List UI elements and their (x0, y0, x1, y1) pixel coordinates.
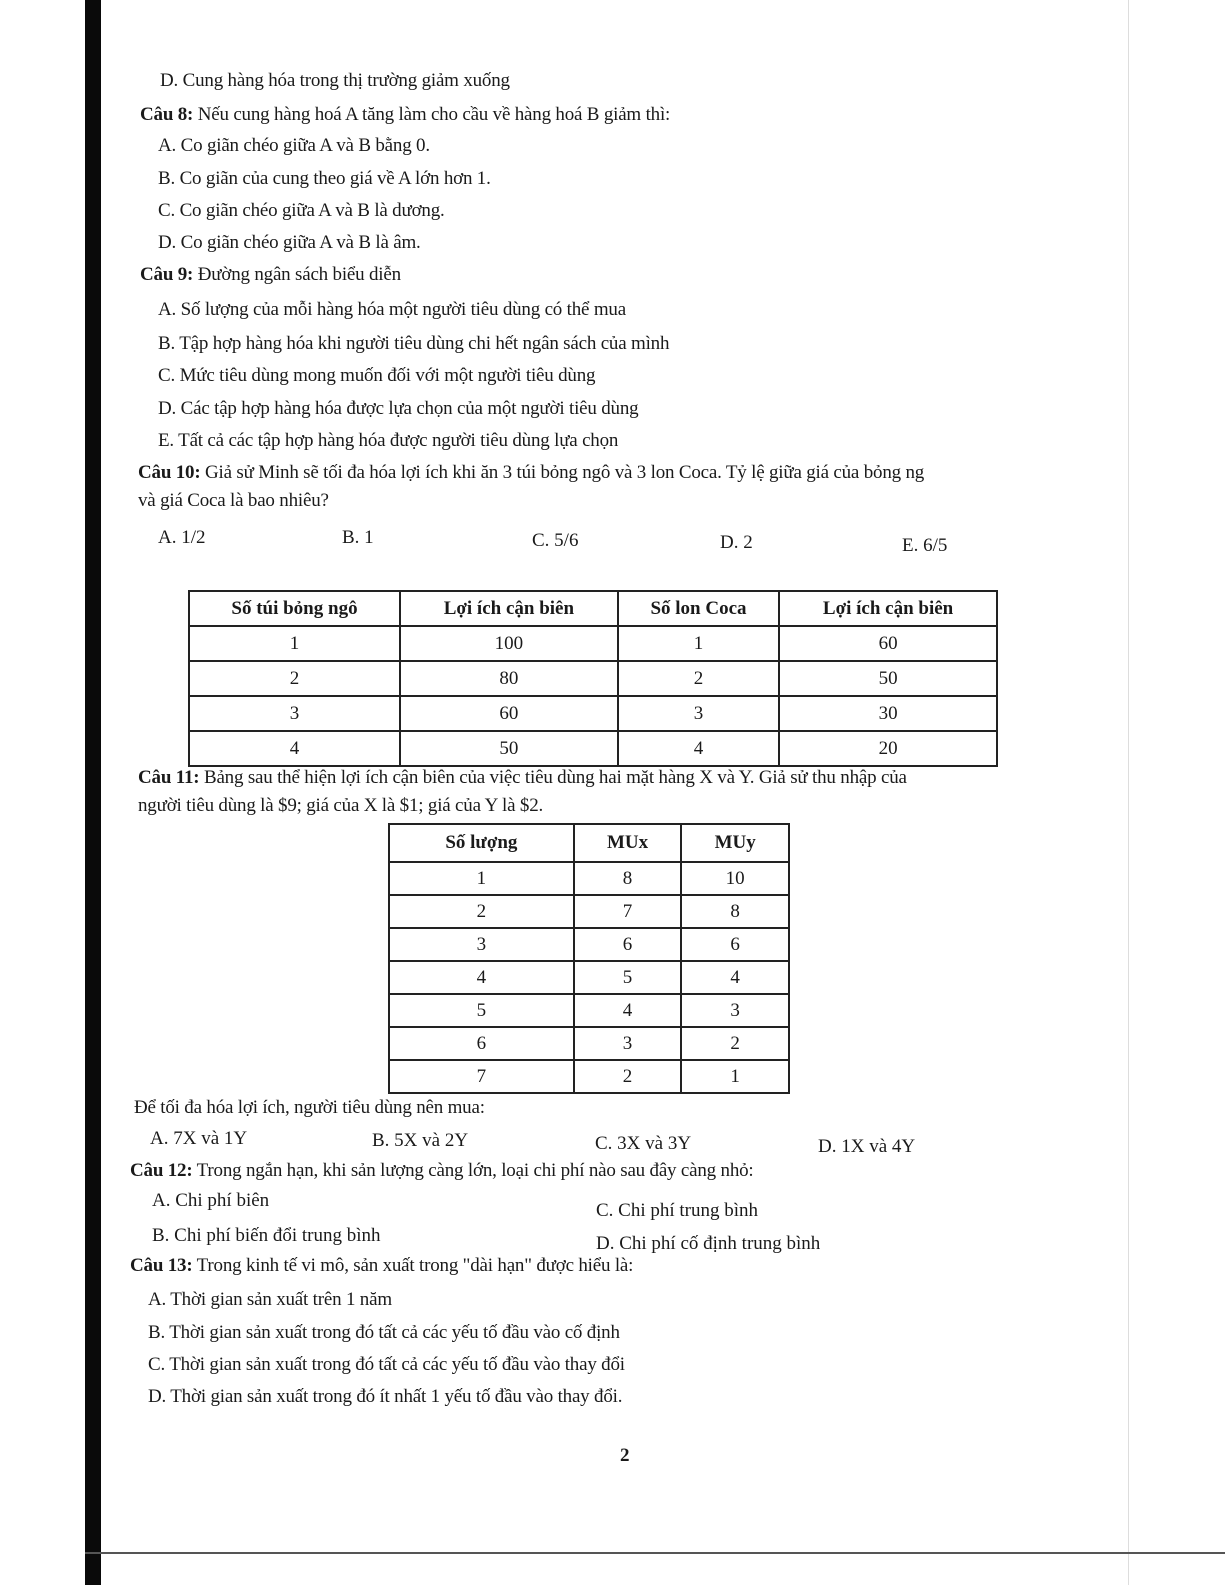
table-row (189, 731, 997, 766)
table-cell: 20 (779, 731, 997, 766)
table-cell: 1 (681, 1060, 789, 1093)
q8-option: D. Co giãn chéo giữa A và B là âm. (158, 232, 421, 253)
table-cell: 2 (189, 661, 400, 696)
page-edge (1128, 0, 1129, 1585)
table-cell: 7 (389, 1060, 574, 1093)
q13-option: B. Thời gian sản xuất trong đó tất cả các yếu tố đầu vào cố định (148, 1322, 620, 1343)
table-header: Lợi ích cận biên (400, 591, 618, 626)
table-cell: 6 (681, 928, 789, 961)
table-cell: 80 (400, 661, 618, 696)
q11-prompt: Để tối đa hóa lợi ích, người tiêu dùng nên mua: (134, 1097, 485, 1118)
table-cell: 50 (779, 661, 997, 696)
table-header: Số lượng (389, 824, 574, 862)
q10-question-cont: và giá Coca là bao nhiêu? (138, 490, 329, 511)
q9-option: E. Tất cả các tập hợp hàng hóa được người tiêu dùng lựa chọn (158, 430, 619, 451)
q12-label: Câu 12: (130, 1160, 193, 1181)
q8-option: A. Co giãn chéo giữa A và B bằng 0. (158, 135, 430, 156)
q10-question (138, 462, 1125, 484)
q10-option-b: B. 1 (342, 527, 374, 548)
q13-label: Câu 13: (130, 1255, 193, 1276)
table-cell: 60 (779, 626, 997, 661)
q9-option: C. Mức tiêu dùng mong muốn đối với một người tiêu dùng (158, 365, 596, 386)
q11-question-cont: người tiêu dùng là $9; giá của X là $1; giá của Y là $2. (138, 795, 544, 816)
q8-text: Nếu cung hàng hoá A tăng làm cho cầu về hàng hoá B giảm thì: (193, 104, 671, 125)
q11-label: Câu 11: (138, 767, 200, 788)
table-cell: 2 (389, 895, 574, 928)
table-header-row (189, 591, 997, 626)
q11-mu-table (388, 823, 790, 1094)
table-row (389, 994, 789, 1027)
table-cell: 4 (389, 961, 574, 994)
page-number: 2 (620, 1445, 630, 1466)
q10-utility-table (188, 590, 998, 767)
q11-question (138, 767, 1125, 789)
table-cell: 5 (389, 994, 574, 1027)
q7-option-d: D. Cung hàng hóa trong thị trường giảm xuống (160, 70, 510, 91)
table-row (189, 626, 997, 661)
table-row (389, 961, 789, 994)
table-header: MUx (574, 824, 682, 862)
scan-edge (85, 0, 101, 1585)
table-cell: 4 (574, 994, 682, 1027)
table-header: MUy (681, 824, 789, 862)
q11-option-a: A. 7X và 1Y (150, 1128, 248, 1149)
q11-text: Bảng sau thể hiện lợi ích cận biên của việc tiêu dùng hai mặt hàng X và Y. Giả sử thu nhập của (199, 767, 907, 788)
q13-option: C. Thời gian sản xuất trong đó tất cả các yếu tố đầu vào thay đổi (148, 1354, 625, 1375)
table-cell: 1 (389, 862, 574, 895)
table-row (389, 895, 789, 928)
table-cell: 4 (681, 961, 789, 994)
q9-option: B. Tập hợp hàng hóa khi người tiêu dùng chi hết ngân sách của mình (158, 333, 670, 354)
table-header: Lợi ích cận biên (779, 591, 997, 626)
table-cell: 2 (574, 1060, 682, 1093)
table-header: Số lon Coca (618, 591, 779, 626)
table-row (389, 928, 789, 961)
table-cell: 1 (189, 626, 400, 661)
q10-label: Câu 10: (138, 462, 201, 483)
table-cell: 4 (189, 731, 400, 766)
q12-option-d: D. Chi phí cố định trung bình (596, 1233, 821, 1254)
table-cell: 60 (400, 696, 618, 731)
q13-option: D. Thời gian sản xuất trong đó ít nhất 1 yếu tố đầu vào thay đổi. (148, 1386, 623, 1407)
table-row (389, 1027, 789, 1060)
q11-option-b: B. 5X và 2Y (372, 1130, 469, 1151)
q13-option: A. Thời gian sản xuất trên 1 năm (148, 1289, 392, 1310)
q10-text: Giả sử Minh sẽ tối đa hóa lợi ích khi ăn 3 túi bỏng ngô và 3 lon Coca. Tỷ lệ giữa giá của bỏng ng (200, 462, 925, 483)
table-cell: 1 (618, 626, 779, 661)
q12-option-b: B. Chi phí biến đổi trung bình (152, 1225, 381, 1246)
q8-option: B. Co giãn của cung theo giá về A lớn hơn 1. (158, 168, 491, 189)
table-cell: 8 (574, 862, 682, 895)
table-cell: 8 (681, 895, 789, 928)
table-cell: 3 (574, 1027, 682, 1060)
q8-label: Câu 8: (140, 104, 194, 125)
table-cell: 2 (618, 661, 779, 696)
table-cell: 50 (400, 731, 618, 766)
table-row (389, 862, 789, 895)
table-cell: 2 (681, 1027, 789, 1060)
q11-option-d: D. 1X và 4Y (818, 1136, 916, 1157)
q11-option-c: C. 3X và 3Y (595, 1133, 692, 1154)
table-cell: 7 (574, 895, 682, 928)
table-cell: 4 (618, 731, 779, 766)
q12-option-a: A. Chi phí biên (152, 1190, 270, 1211)
q9-option: A. Số lượng của mỗi hàng hóa một người tiêu dùng có thể mua (158, 299, 626, 320)
q9-option: D. Các tập hợp hàng hóa được lựa chọn của một người tiêu dùng (158, 398, 639, 419)
table-cell: 6 (389, 1027, 574, 1060)
q8-option: C. Co giãn chéo giữa A và B là dương. (158, 200, 445, 221)
table-header-row (389, 824, 789, 862)
table-cell: 3 (389, 928, 574, 961)
table-cell: 3 (618, 696, 779, 731)
q12-question (130, 1160, 754, 1182)
q9-text: Đường ngân sách biểu diễn (193, 264, 401, 285)
table-row (389, 1060, 789, 1093)
q10-option-d: D. 2 (720, 532, 753, 553)
q13-question (130, 1255, 633, 1277)
table-cell: 100 (400, 626, 618, 661)
table-row (189, 661, 997, 696)
q10-option-a: A. 1/2 (158, 527, 206, 548)
table-cell: 3 (681, 994, 789, 1027)
table-cell: 6 (574, 928, 682, 961)
table-cell: 5 (574, 961, 682, 994)
table-cell: 30 (779, 696, 997, 731)
table-header: Số túi bỏng ngô (189, 591, 400, 626)
q12-option-c: C. Chi phí trung bình (596, 1200, 759, 1221)
table-cell: 3 (189, 696, 400, 731)
table-cell: 10 (681, 862, 789, 895)
q8-question (140, 104, 670, 126)
q10-option-c: C. 5/6 (532, 530, 579, 551)
q9-question (140, 264, 401, 286)
table-row (189, 696, 997, 731)
q10-option-e: E. 6/5 (902, 535, 948, 556)
q13-text: Trong kinh tế vi mô, sản xuất trong "dài hạn" được hiểu là: (192, 1255, 634, 1276)
q9-label: Câu 9: (140, 264, 194, 285)
page-bottom-edge (85, 1552, 1225, 1554)
q12-text: Trong ngắn hạn, khi sản lượng càng lớn, loại chi phí nào sau đây càng nhỏ: (192, 1160, 754, 1181)
